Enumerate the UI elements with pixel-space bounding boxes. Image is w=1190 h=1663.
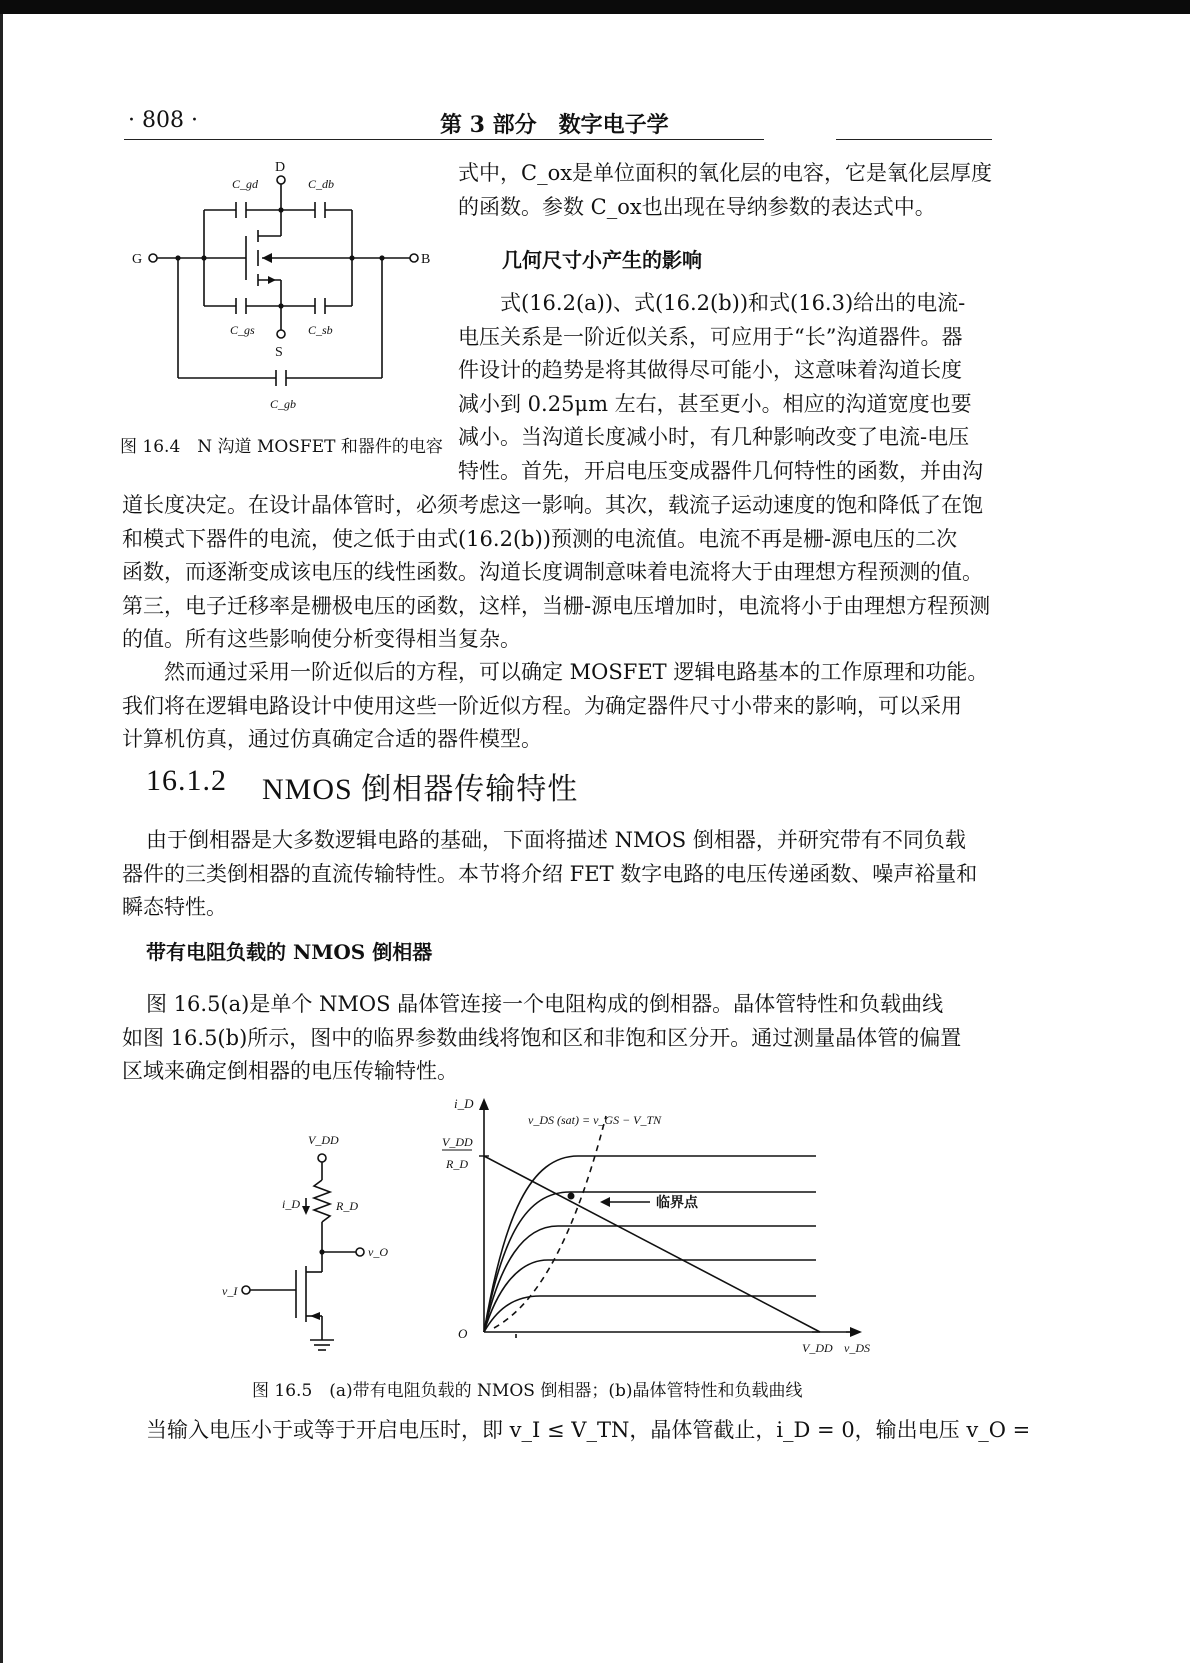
cgb-label: C_gb	[270, 397, 297, 411]
text-line: 第三，电子迁移率是栅极电压的函数，这样，当栅-源电压增加时，电流将小于由理想方程预测	[122, 593, 991, 618]
text-line: 我们将在逻辑电路设计中使用这些一阶近似方程。为确定器件尺寸小带来的影响，可以采用	[122, 693, 962, 718]
figure-16-5-caption: 图 16.5 (a)带有电阻负载的 NMOS 倒相器；(b)晶体管特性和负载曲线	[252, 1381, 803, 1401]
yint-den-label: R_D	[446, 1157, 468, 1171]
terminal-s-label: S	[275, 345, 283, 360]
text-line: 件设计的趋势是将其做得尽可能小，这意味着沟道长度	[458, 358, 962, 382]
csb-label: C_sb	[308, 323, 333, 337]
text-line: 式中，C_ox是单位面积的氧化层的电容，它是氧化层厚度	[458, 161, 993, 185]
text-line: 如图 16.5(b)所示，图中的临界参数曲线将饱和区和非饱和区分开。通过测量晶体管的偏置	[122, 1025, 962, 1050]
text-line: 函数，而逐渐变成该电压的线性函数。沟道长度调制意味着电流将大于由理想方程预测的值。	[122, 560, 983, 584]
text-line: 和模式下器件的电流，使之低于由式(16.2(b))预测的电流值。电流不再是栅-源电压的二次	[122, 526, 958, 551]
paragraph-last-line	[146, 1414, 1031, 1448]
text-line: 区域来确定倒相器的电压传输特性。	[122, 1059, 458, 1083]
paragraph-continuation	[122, 489, 994, 657]
paragraph-geometry-effects	[458, 287, 993, 488]
rd-label: R_D	[336, 1199, 358, 1213]
text-line: 特性。首先，开启电压变成器件几何特性的函数，并由沟	[458, 458, 983, 483]
section-title: NMOS 倒相器传输特性	[262, 773, 579, 806]
text-line: 减小。当沟道长度减小时，有几种影响改变了电流-电压	[458, 425, 970, 449]
scan-top-edge	[0, 0, 1190, 14]
vds-sat-label: v_DS (sat) = v_GS − V_TN	[528, 1113, 662, 1127]
scan-left-edge	[0, 14, 3, 1663]
figure-16-5b-plot	[420, 1086, 880, 1366]
header-rule-right	[836, 139, 992, 140]
yint-num-label: V_DD	[442, 1135, 473, 1149]
subheading-small-geometry: 几何尺寸小产生的影响	[502, 248, 702, 272]
plot-ylabel: i_D	[454, 1096, 474, 1111]
cgd-label: C_gd	[232, 177, 259, 191]
figure-16-5a-circuit	[210, 1120, 400, 1360]
paragraph-inverter-intro	[122, 824, 994, 925]
text-line: 道长度决定。在设计晶体管时，必须考虑这一影响。其次，载流子运动速度的饱和降低了在饱	[122, 493, 983, 517]
paragraph-first-order	[122, 656, 994, 757]
text-line: 然而通过采用一阶近似后的方程，可以确定 MOSFET 逻辑电路基本的工作原理和功能。	[164, 660, 989, 684]
xint-label: V_DD	[802, 1341, 833, 1355]
header-rule	[124, 139, 764, 140]
cdb-label: C_db	[308, 177, 335, 191]
text-line: 器件的三类倒相器的直流传输特性。本节将介绍 FET 数字电路的电压传递函数、噪声裕量和	[122, 861, 978, 886]
id-label: i_D	[282, 1197, 300, 1211]
terminal-g-label: G	[132, 252, 143, 267]
vdd-label: V_DD	[308, 1133, 339, 1147]
plot-xlabel: v_DS	[844, 1341, 870, 1355]
text-line: 式(16.2(a))、式(16.2(b))和式(16.3)给出的电流-	[500, 291, 966, 315]
figure-16-4-caption: 图 16.4 N 沟道 MOSFET 和器件的电容	[120, 437, 443, 457]
vo-label: v_O	[368, 1245, 388, 1259]
right-column	[458, 157, 993, 224]
text-line: 的值。所有这些影响使分析变得相当复杂。	[122, 627, 521, 651]
paragraph-figure-16-5-intro	[122, 988, 994, 1089]
page-number: · 808 ·	[128, 108, 198, 133]
cgs-label: C_gs	[230, 323, 255, 337]
running-header: 第 3 部分 数字电子学	[440, 112, 669, 138]
origin-label: O	[458, 1326, 468, 1341]
text-line: 瞬态特性。	[122, 895, 227, 919]
text-line: 减小到 0.25μm 左右，甚至更小。相应的沟道宽度也要	[458, 391, 972, 416]
text-line: 图 16.5(a)是单个 NMOS 晶体管连接一个电阻构成的倒相器。晶体管特性和负载曲线	[146, 992, 944, 1016]
text-line: 由于倒相器是大多数逻辑电路的基础，下面将描述 NMOS 倒相器，并研究带有不同负载	[146, 828, 966, 852]
subheading-resistor-load: 带有电阻负载的 NMOS 倒相器	[146, 940, 433, 964]
critical-point-label: 临界点	[656, 1195, 698, 1211]
figure-16-4-diagram	[120, 150, 450, 420]
section-number: 16.1.2	[146, 764, 227, 797]
text-line: 当输入电压小于或等于开启电压时，即 v_I ≤ V_TN，晶体管截止，i_D = 0，输出电压 v_O =	[146, 1418, 1031, 1442]
terminal-d-label: D	[275, 160, 286, 175]
text-line: 计算机仿真，通过仿真确定合适的器件模型。	[122, 727, 542, 751]
text-line: 电压关系是一阶近似关系，可应用于“长”沟道器件。器	[458, 324, 963, 349]
terminal-b-label: B	[421, 252, 431, 267]
text-line: 的函数。参数 C_ox也出现在导纳参数的表达式中。	[458, 194, 936, 219]
vi-label: v_I	[222, 1284, 238, 1298]
